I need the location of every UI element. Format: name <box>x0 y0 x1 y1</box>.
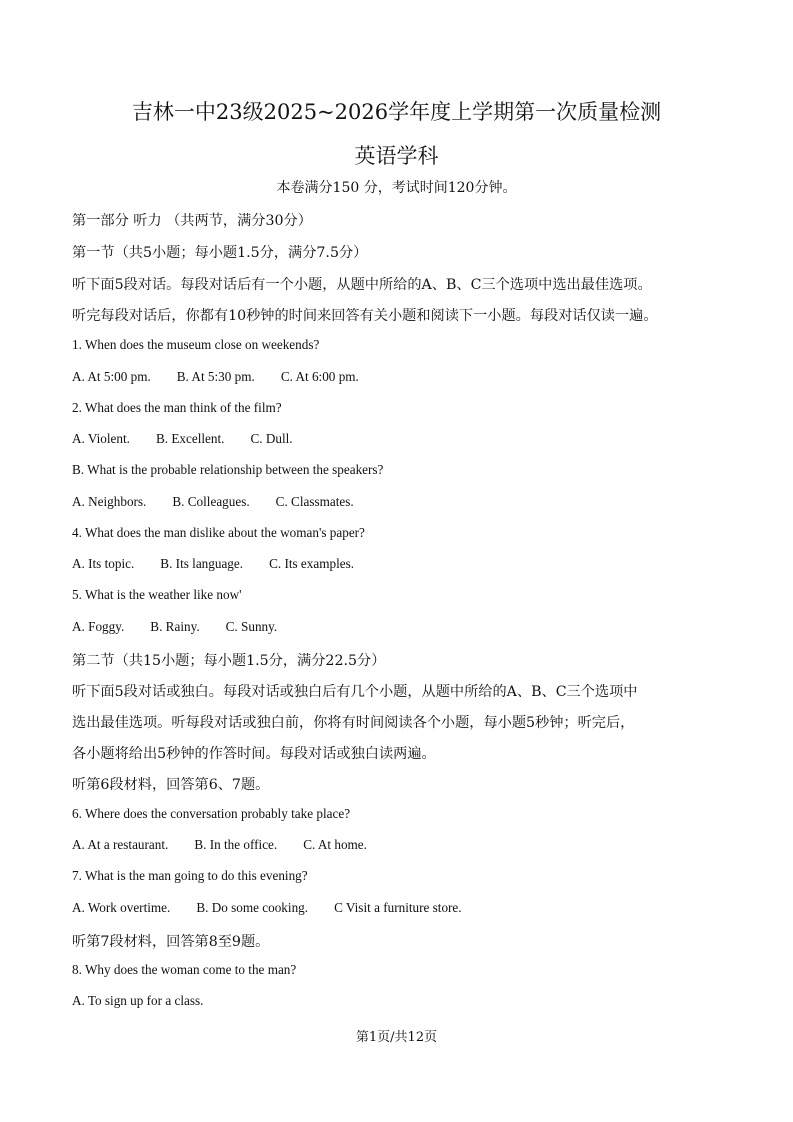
option-b: B. Do some cooking. <box>196 900 309 915</box>
option-c: C. At 6:00 pm. <box>280 369 359 384</box>
option-c: C. Its examples. <box>269 556 355 571</box>
options-7 <box>72 900 462 916</box>
option-b: B. Rainy. <box>150 619 200 634</box>
section1-instructions-2: 听完每段对话后，你都有10秒钟的时间来回答有关小题和阅读下一小题。每段对话仅读一遍。 <box>72 308 658 324</box>
option-a: A. Violent. <box>72 431 130 446</box>
question-5: 5. What is the weather like now' <box>72 587 242 602</box>
material-7-heading: 听第7段材料，回答第8至9题。 <box>72 934 270 950</box>
section2-instructions-2: 选出最佳选项。听每段对话或独白前，你将有时间阅读各个小题，每小题5秒钟；听完后， <box>72 715 635 731</box>
option-b: B. Its language. <box>160 556 244 571</box>
question-3: B. What is the probable relationship between the speakers? <box>72 462 384 477</box>
option-a: A. At a restaurant. <box>72 837 169 852</box>
section1-heading: 第一节（共5小题；每小题1.5分，满分7.5分） <box>72 245 368 261</box>
question-8: 8. Why does the woman come to the man? <box>72 962 297 977</box>
page-footer: 第1页/共12页 <box>355 1030 438 1045</box>
question-6: 6. Where does the conversation probably take place? <box>72 806 351 821</box>
option-c: C. Dull. <box>250 431 293 446</box>
options-2 <box>72 431 293 447</box>
question-1: 1. When does the museum close on weekends? <box>72 337 320 352</box>
option-a: A. At 5:00 pm. <box>72 369 151 384</box>
question-2: 2. What does the man think of the film? <box>72 400 282 415</box>
option-a: A. Work overtime. <box>72 900 171 915</box>
option-b: B. In the office. <box>194 837 278 852</box>
options-4 <box>72 556 354 572</box>
option-b: B. Colleagues. <box>172 494 250 509</box>
question-4: 4. What does the man dislike about the woman's paper? <box>72 525 365 540</box>
option-8a: A. To sign up for a class. <box>72 993 204 1008</box>
exam-title: 吉林一中23级2025~2026学年度上学期第一次质量检测 <box>131 100 662 124</box>
subject-title: 英语学科 <box>354 144 439 168</box>
section2-instructions-1: 听下面5段对话或独白。每段对话或独白后有几个小题，从题中所给的A、B、C三个选项中 <box>72 684 638 700</box>
options-3 <box>72 494 354 510</box>
options-5 <box>72 619 277 635</box>
option-b: B. Excellent. <box>155 431 225 446</box>
options-1 <box>72 369 359 385</box>
question-7: 7. What is the man going to do this evening? <box>72 868 308 883</box>
option-b: B. At 5:30 pm. <box>176 369 255 384</box>
option-c: C. Classmates. <box>275 494 354 509</box>
option-c: C. Sunny. <box>225 619 278 634</box>
option-a: A. Its topic. <box>72 556 135 571</box>
part1-heading: 第一部分 听力 （共两节，满分30分） <box>72 213 312 229</box>
exam-info: 本卷满分150 分，考试时间120分钟。 <box>276 180 517 196</box>
material-6-heading: 听第6段材料，回答第6、7题。 <box>72 777 270 793</box>
options-6 <box>72 837 367 853</box>
option-a: A. Foggy. <box>72 619 125 634</box>
section1-instructions-1: 听下面5段对话。每段对话后有一个小题，从题中所给的A、B、C三个选项中选出最佳选项。 <box>72 277 652 293</box>
section2-heading: 第二节（共15小题；每小题1.5分，满分22.5分） <box>72 653 386 669</box>
option-c: C. At home. <box>303 837 367 852</box>
option-c: C Visit a furniture store. <box>334 900 462 915</box>
option-a: A. Neighbors. <box>72 494 147 509</box>
section2-instructions-3: 各小题将给出5秒钟的作答时间。每段对话或独白读两遍。 <box>72 746 436 762</box>
